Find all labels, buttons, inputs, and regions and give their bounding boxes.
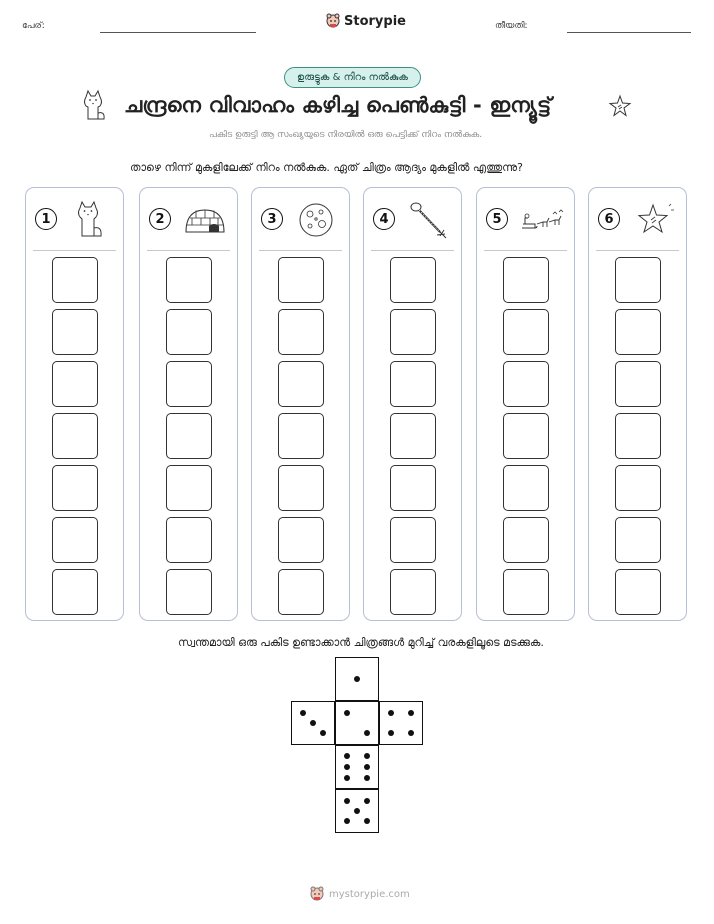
dice-pip (388, 730, 394, 736)
color-box[interactable] (166, 257, 212, 303)
color-box[interactable] (278, 309, 324, 355)
husky-dog-icon (78, 89, 108, 123)
color-box[interactable] (615, 257, 661, 303)
color-box[interactable] (503, 465, 549, 511)
dice-pip (344, 818, 350, 824)
column-4 (363, 187, 462, 621)
column-number: 3 (261, 208, 283, 230)
dice-face-three (291, 701, 335, 745)
column-number: 4 (373, 208, 395, 230)
color-box[interactable] (166, 413, 212, 459)
color-box[interactable] (278, 361, 324, 407)
color-box[interactable] (615, 569, 661, 615)
date-line[interactable] (567, 32, 691, 33)
dice-face-two (335, 701, 379, 745)
color-box[interactable] (166, 361, 212, 407)
dice-pip (344, 775, 350, 781)
color-box[interactable] (166, 517, 212, 563)
color-box[interactable] (278, 517, 324, 563)
dice-pip (320, 730, 326, 736)
dice-pip (344, 798, 350, 804)
column-divider (33, 250, 116, 251)
footer (310, 886, 410, 902)
column-5 (476, 187, 575, 621)
activity-tag: ഉരുട്ടുക & നിറം നൽകുക (284, 67, 421, 88)
color-box[interactable] (52, 517, 98, 563)
color-box[interactable] (52, 465, 98, 511)
color-box[interactable] (615, 517, 661, 563)
column-6 (588, 187, 687, 621)
color-box[interactable] (52, 309, 98, 355)
moon-icon (294, 200, 340, 240)
dice-pip (364, 798, 370, 804)
dice-pip (364, 818, 370, 824)
dice-pip (408, 710, 414, 716)
column-1 (25, 187, 124, 621)
dice-net[interactable] (290, 657, 424, 835)
dog-sled-icon (519, 200, 565, 240)
column-number: 2 (149, 208, 171, 230)
color-box[interactable] (390, 257, 436, 303)
dice-pip (354, 808, 360, 814)
column-number: 1 (35, 208, 57, 230)
dice-pip (388, 710, 394, 716)
subtitle: പകിട ഉരുട്ടി ആ സംഖ്യയുടെ നിരയിൽ ഒരു പെട്ടിക്ക് നിറം നൽകുക. (209, 130, 483, 140)
harpoon-icon (406, 200, 452, 240)
dice-pip (344, 710, 350, 716)
color-box[interactable] (503, 413, 549, 459)
color-box[interactable] (52, 569, 98, 615)
column-divider (484, 250, 567, 251)
page-title: ചന്ദ്രനെ വിവാഹം കഴിച്ച പെൺകുട്ടി - ഇന്യൂട്ട് (124, 93, 552, 117)
color-box[interactable] (390, 361, 436, 407)
dice-pip (408, 730, 414, 736)
column-number: 6 (598, 208, 620, 230)
instruction: താഴെ നിന്ന് മുകളിലേക്ക് നിറം നൽകുക. ഏത് ചിത്രം ആദ്യം മുകളിൽ എത്തുന്നു? (130, 161, 523, 174)
dice-pip (364, 775, 370, 781)
color-box[interactable] (503, 517, 549, 563)
color-box[interactable] (52, 361, 98, 407)
storypie-mascot-icon (326, 13, 340, 29)
color-box[interactable] (615, 309, 661, 355)
dice-pip (364, 753, 370, 759)
footer-url[interactable]: mystorypie.com (329, 888, 410, 900)
star-icon (631, 200, 677, 240)
star-icon (608, 94, 632, 118)
column-3 (251, 187, 350, 621)
color-box[interactable] (390, 309, 436, 355)
column-divider (371, 250, 454, 251)
dice-pip (344, 764, 350, 770)
color-box[interactable] (390, 517, 436, 563)
dice-pip (344, 753, 350, 759)
color-box[interactable] (390, 465, 436, 511)
color-box[interactable] (390, 413, 436, 459)
igloo-icon (182, 200, 228, 240)
color-box[interactable] (390, 569, 436, 615)
name-line[interactable] (100, 32, 256, 33)
color-box[interactable] (166, 309, 212, 355)
color-box[interactable] (503, 257, 549, 303)
column-number: 5 (486, 208, 508, 230)
color-box[interactable] (278, 413, 324, 459)
dice-face-six (335, 745, 379, 789)
dice-pip (310, 720, 316, 726)
color-box[interactable] (503, 309, 549, 355)
column-divider (259, 250, 342, 251)
brand-name: Storypie (344, 13, 406, 29)
color-box[interactable] (615, 413, 661, 459)
storypie-mascot-icon (310, 886, 324, 902)
color-box[interactable] (166, 569, 212, 615)
color-box[interactable] (52, 413, 98, 459)
color-box[interactable] (278, 465, 324, 511)
name-label: പേര്: (22, 21, 45, 31)
color-box[interactable] (166, 465, 212, 511)
dice-pip (354, 676, 360, 682)
dice-face-five (335, 789, 379, 833)
color-box[interactable] (52, 257, 98, 303)
color-box[interactable] (278, 257, 324, 303)
color-box[interactable] (615, 361, 661, 407)
column-divider (596, 250, 679, 251)
dice-pip (300, 710, 306, 716)
date-label: തീയതി: (495, 21, 528, 31)
brand-logo (326, 13, 406, 29)
color-box[interactable] (278, 569, 324, 615)
color-box[interactable] (503, 361, 549, 407)
dice-face-one (335, 657, 379, 701)
column-divider (147, 250, 230, 251)
dice-instruction: സ്വന്തമായി ഒരു പകിട ഉണ്ടാക്കാൻ ചിത്രങ്ങൾ മുറിച്ച് വരകളിലൂടെ മടക്കുക. (178, 636, 544, 649)
column-2 (139, 187, 238, 621)
dice-face-four (379, 701, 423, 745)
dice-pip (364, 730, 370, 736)
husky-dog-icon (68, 200, 114, 240)
color-box[interactable] (615, 465, 661, 511)
dice-pip (364, 764, 370, 770)
color-box[interactable] (503, 569, 549, 615)
